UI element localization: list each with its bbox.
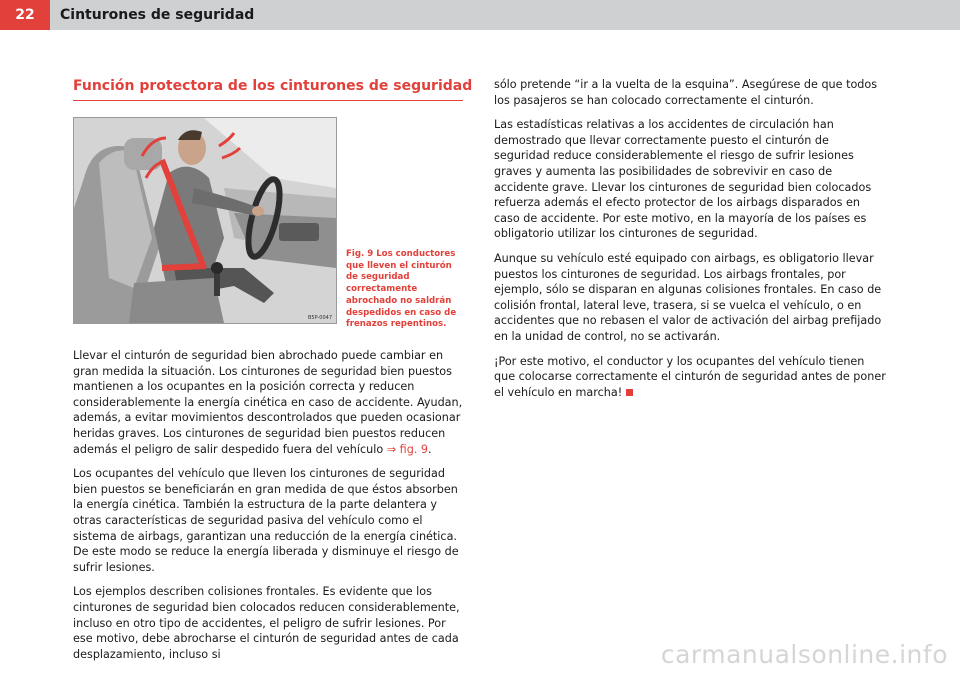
paragraph: Las estadísticas relativas a los accidentes de circulación han demostrado que llevar correctamente puesto el cinturón de seguridad reduce considerablemente el riesgo de sufrir lesiones graves y aumenta las posibilidades de sobrevivir en caso de accidente grave. Llevar los cinturones de seguridad bien colocados refuerza además el efecto protector de los airbags disparados en caso de accidente. Por este motivo, en la mayoría de los países es obligatorio utilizar los cinturones de seguridad. — [494, 118, 872, 241]
right-column — [494, 77, 886, 409]
paragraph — [73, 348, 465, 457]
paragraph-text: Llevar el cinturón de seguridad bien abrochado puede cambiar en gran medida la situación. Los cinturones de seguridad bien puestos mantienen a los ocupantes en la posición correcta y reducen considerablemente la energía cinética en caso de accidente. Ayudan, además, a evitar movimientos descontrolados que pueden ocasionar heridas graves. Los cinturones de seguridad bien puestos reducen además el peligro de salir despedido fuera del vehículo — [73, 349, 463, 456]
figure-caption: Fig. 9 Los conductores que lleven el cinturón de seguridad correctamente abrochado no saldrán despedidos en caso de frenazos repentinos. — [346, 249, 457, 330]
figure-link[interactable]: ⇒ fig. 9 — [386, 442, 429, 456]
paragraph — [494, 354, 886, 401]
paragraph-end: . — [428, 442, 432, 456]
left-column — [73, 348, 465, 671]
watermark: carmanualsonline.info — [660, 640, 948, 669]
driver-illustration — [74, 118, 336, 323]
figure-code: B5P-0047 — [307, 315, 332, 321]
paragraph: Los ejemplos describen colisiones frontales. Es evidente que los cinturones de seguridad bien colocados reducen considerablemente, incluso en otro tipo de accidentes, el peligro de sufrir lesiones. Por ese motivo, debe abrocharse el cinturón de seguridad antes de cada desplazamiento, incluso si — [73, 585, 460, 661]
running-title: Cinturones de seguridad — [60, 7, 255, 23]
section-title: Función protectora de los cinturones de seguridad — [73, 78, 463, 101]
paragraph: Aunque su vehículo esté equipado con airbags, es obligatorio llevar puestos los cinturones de seguridad. Los airbags frontales, por ejemplo, sólo se disparan en algunas colisiones frontales. En caso de colisión frontal, lateral leve, trasera, si se vuelca el vehículo, o en accidentes que no rebasen el valor de activación del airbag prefijado en la unidad de control, no se activarán. — [494, 251, 882, 343]
figure-driver-seatbelt — [73, 117, 337, 324]
paragraph: sólo pretende “ir a la vuelta de la esquina”. Asegúrese de que todos los pasajeros se han colocado correctamente el cinturón. — [494, 78, 878, 107]
section-end-icon — [626, 389, 633, 396]
page-number: 22 — [0, 0, 50, 30]
paragraph-text: ¡Por este motivo, el conductor y los ocupantes del vehículo tienen que colocarse correctamente el cinturón de seguridad antes de poner el vehículo en marcha! — [494, 354, 886, 399]
paragraph: Los ocupantes del vehículo que lleven los cinturones de seguridad bien puestos se beneficiarán en gran medida de que éstos absorben la energía cinética. También la estructura de la parte delantera y otras características de seguridad pasiva del vehículo como el sistema de airbags, garantizan una reducción de la energía cinética. De este modo se reduce la energía liberada y disminuye el riesgo de sufrir lesiones. — [73, 467, 459, 574]
